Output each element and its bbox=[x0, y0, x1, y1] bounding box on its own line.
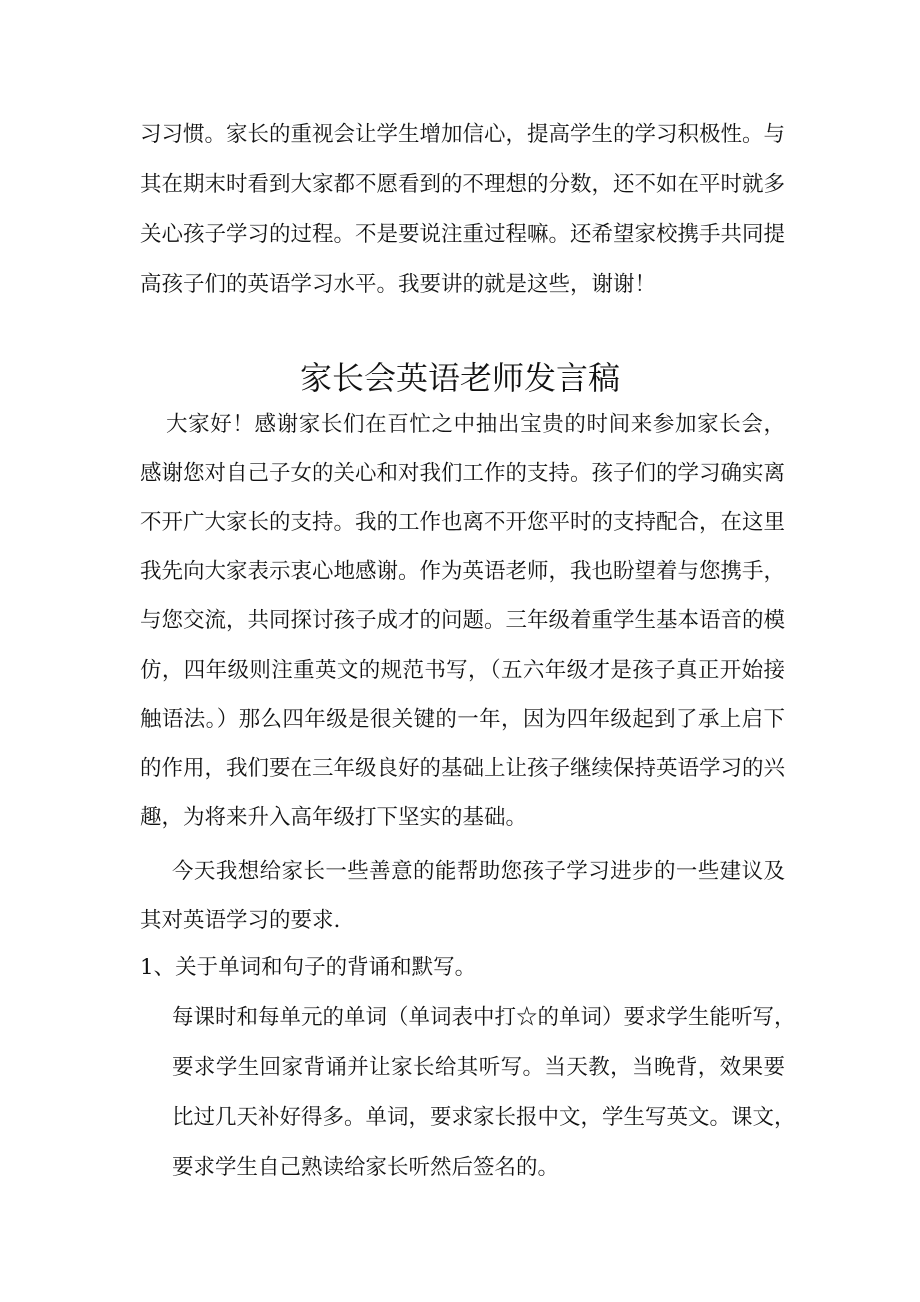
text-line: 高孩子们的英语学习水平。我要讲的就是这些，谢谢！ bbox=[140, 272, 657, 297]
paragraph-line: 大家好！感谢家长们在百忙之中抽出宝贵的时间来参加家长会， bbox=[166, 412, 785, 437]
paragraph-line: 我先向大家表示衷心地感谢。作为英语老师，我也盼望着与您携手， bbox=[140, 559, 786, 584]
list-item-body-line: 每课时和每单元的单词（单词表中打☆的单词）要求学生能听写， bbox=[172, 1005, 796, 1030]
paragraph-line: 趣，为将来升入高年级打下坚实的基础。 bbox=[140, 805, 528, 830]
paragraph-line: 的作用，我们要在三年级良好的基础上让孩子继续保持英语学习的兴 bbox=[140, 756, 786, 781]
paragraph-line: 感谢您对自己子女的关心和对我们工作的支持。孩子们的学习确实离 bbox=[140, 461, 786, 486]
paragraph-line: 今天我想给家长一些善意的能帮助您孩子学习进步的一些建议及 bbox=[172, 859, 785, 884]
text-line: 其在期末时看到大家都不愿看到的不理想的分数，还不如在平时就多 bbox=[140, 172, 786, 197]
paragraph-line: 触语法。）那么四年级是很关键的一年，因为四年级起到了承上启下 bbox=[140, 707, 785, 732]
paragraph-line: 仿，四年级则注重英文的规范书写，（五六年级才是孩子真正开始接 bbox=[140, 658, 785, 683]
list-item-body-line: 比过几天补好得多。单词，要求家长报中文，学生写英文。课文， bbox=[172, 1105, 796, 1130]
list-item-heading: 1、关于单词和句子的背诵和默写。 bbox=[140, 955, 477, 980]
paragraph-line: 其对英语学习的要求. bbox=[140, 908, 341, 933]
list-item-body-line: 要求学生自己熟读给家长听然后签名的。 bbox=[172, 1155, 560, 1180]
text-line: 习习惯。家长的重视会让学生增加信心，提高学生的学习积极性。与 bbox=[140, 122, 786, 147]
paragraph-line: 与您交流，共同探讨孩子成才的问题。三年级着重学生基本语音的模 bbox=[140, 608, 786, 633]
document-title: 家长会英语老师发言稿 bbox=[299, 359, 620, 397]
text-line: 关心孩子学习的过程。不是要说注重过程嘛。还希望家校携手共同提 bbox=[140, 222, 786, 247]
paragraph-line: 不开广大家长的支持。我的工作也离不开您平时的支持配合，在这里 bbox=[140, 510, 786, 535]
list-item-body-line: 要求学生回家背诵并让家长给其听写。当天教，当晚背，效果要 bbox=[172, 1055, 785, 1080]
